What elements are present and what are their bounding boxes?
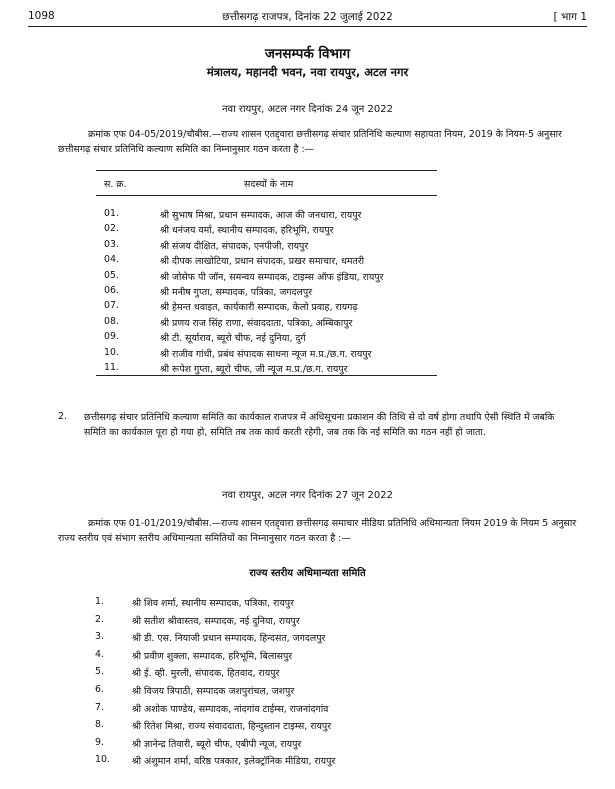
member-name: श्री धनंजय वर्मा, स्थानीय सम्पादक, हरिभूमि, रायपुर bbox=[160, 225, 334, 237]
serial-number: 06. bbox=[104, 285, 119, 296]
member-name: श्री डी. एस. नियाजी प्रधान सम्पादक, हिन्दसत, जगदलपुर bbox=[132, 633, 326, 645]
member-name: श्री प्रवीण शुक्ला, सम्पादक, हरिभूमि, बिलासपुर bbox=[132, 650, 293, 662]
member-name: श्री मनीष गुप्ता, सम्पादक, पत्रिका, जगदलपुर bbox=[160, 287, 313, 298]
member-name: श्री सतीश श्रीवास्तव, सम्पादक, नई दुनिया, रायपुर bbox=[132, 615, 300, 627]
para2-number: 2. bbox=[58, 411, 67, 422]
member-name: श्री रूपेश गुप्ता, ब्यूरो चीफ, जी न्यूज म.प्र./छ.ग. रायपुर bbox=[160, 364, 348, 375]
department-address: मंत्रालय, महानदी भवन, नवा रायपुर, अटल नगर bbox=[206, 65, 409, 79]
list-item bbox=[0, 614, 615, 629]
list-item bbox=[0, 285, 615, 300]
column-header-serial: स. क्र. bbox=[104, 179, 127, 190]
member-name: श्री विजय त्रिपाठी, सम्पादक जशपुरांचल, जशपुर bbox=[132, 686, 295, 697]
list-item bbox=[0, 719, 615, 734]
member-name: श्री शिव शर्मा, स्थानीय सम्पादक, पत्रिका, रायपुर bbox=[132, 598, 294, 609]
member-name: श्री रितेश मिश्रा, राज्य संवाददाता, हिन्दुस्तान टाइम्स, रायपुर bbox=[132, 721, 332, 733]
member-name: श्री हेमन्त थवाइत, कार्यकारी सम्पादक, केलो प्रवाह, रायगढ़ bbox=[160, 302, 358, 314]
serial-number: 3. bbox=[95, 631, 104, 643]
list-item bbox=[0, 649, 615, 664]
page-number: 1098 bbox=[28, 10, 55, 22]
member-name: श्री जोसेफ पी जॉन, समन्वय सम्पादक, टाइम्स ऑफ इंडिया, रायपुर bbox=[160, 271, 384, 283]
department-title: जनसम्पर्क विभाग bbox=[264, 46, 351, 62]
order1-date: नवा रायपुर, अटल नगर दिनांक 24 जून 2022 bbox=[222, 104, 393, 115]
member-name: श्री टी. सूर्याराव, ब्यूरो चीफ, नई दुनिया, दुर्ग bbox=[160, 333, 306, 345]
header-divider bbox=[28, 26, 587, 27]
serial-number: 7. bbox=[95, 701, 104, 713]
member-name: श्री संजय दीक्षित, संपादक, एनपीजी, रायपुर bbox=[160, 240, 309, 252]
serial-number: 10. bbox=[104, 346, 119, 358]
order2-date: नवा रायपुर, अटल नगर दिनांक 27 जून 2022 bbox=[222, 490, 393, 501]
list-item bbox=[0, 254, 615, 269]
list-item bbox=[0, 596, 615, 611]
list-item bbox=[0, 239, 615, 254]
member-name: श्री ज्ञानेन्द्र तिवारी, ब्यूरो चीफ, एबीपी न्यूज, रायपुर bbox=[132, 738, 302, 750]
para2-text: छत्तीसगढ़ संचार प्रतिनिधि कल्याण समिति का कार्यकाल राजपत्र में अधिसूचना प्रकाशन की तिथि से दो वर्ष होगा तथापि ऐसी स्थिति में जबकि समिति का कार्यकाल पूरा हो गया हो, समिति तब तक कार्य करती रहेगी, जब तक कि नई समिति का गठन नहीं हो जाता. bbox=[84, 412, 555, 438]
table-top-rule bbox=[96, 170, 437, 171]
member-name: श्री अंशुमान शर्मा, वरिष्ठ पत्रकार, इलेक्ट्रॉनिक मीडिया, रायपुर bbox=[132, 756, 336, 768]
part-label: [ भाग 1 bbox=[553, 11, 587, 23]
serial-number: 05. bbox=[104, 269, 119, 281]
list-item bbox=[0, 223, 615, 238]
serial-number: 10. bbox=[95, 754, 110, 766]
list-item bbox=[0, 300, 615, 315]
serial-number: 01. bbox=[104, 208, 119, 219]
serial-number: 4. bbox=[95, 648, 104, 660]
member-name: श्री सुभाष मिश्रा, प्रधान सम्पादक, आज की जनधारा, रायपुर bbox=[160, 210, 362, 221]
serial-number: 8. bbox=[95, 719, 104, 731]
serial-number: 03. bbox=[104, 238, 119, 250]
serial-number: 6. bbox=[95, 684, 104, 695]
serial-number: 02. bbox=[104, 223, 119, 235]
list-item bbox=[0, 631, 615, 646]
list-item bbox=[0, 347, 615, 362]
list-item bbox=[0, 270, 615, 285]
table-bottom-rule bbox=[96, 375, 437, 376]
list-item bbox=[0, 754, 615, 769]
list-item bbox=[0, 684, 615, 699]
serial-number: 07. bbox=[104, 300, 119, 312]
member-name: श्री अशोक पाण्डेय, सम्पादक, नांदगांव टाईम्स, राजनांदगांव bbox=[132, 703, 329, 715]
member-name: श्री दीपक लाखोटिया, प्रधान संपादक, प्रखर समाचार, धमतरी bbox=[160, 256, 365, 268]
member-name: श्री प्रणय राज सिंह राणा, संवाददाता, पत्रिका, अम्बिकापुर bbox=[160, 317, 353, 329]
list-item bbox=[0, 331, 615, 346]
page-header bbox=[28, 8, 587, 28]
serial-number: 04. bbox=[104, 254, 119, 266]
member-name: श्री राजीव गांधी, प्रबंध संपादक साधना न्यूज म.प्र./छ.ग. रायपुर bbox=[160, 348, 372, 360]
column-header-name: सदस्यों के नाम bbox=[244, 179, 294, 190]
serial-number: 11. bbox=[104, 362, 119, 373]
serial-number: 09. bbox=[104, 331, 119, 343]
list-item bbox=[0, 208, 615, 223]
list-item bbox=[0, 316, 615, 331]
serial-number: 08. bbox=[104, 315, 119, 327]
serial-number: 5. bbox=[95, 666, 104, 678]
committee-caption: राज्य स्तरीय अधिमान्यता समिति bbox=[249, 568, 366, 579]
order2-text: क्रमांक एफ 01-01/2019/चौबीस.—राज्य शासन एतद्द्वारा छत्तीसगढ़ समाचार मीडिया प्रतिनिधि अधिमान्यता नियम 2019 के नियम 5 अनुसार राज्य स्तरीय एवं संभाग स्तरीय अधिमान्यता समितियों का निम्नानुसार गठन करता है :— bbox=[58, 518, 577, 544]
serial-number: 2. bbox=[95, 613, 104, 625]
gazette-title: छत्तीसगढ़ राजपत्र, दिनांक 22 जुलाई 2022 bbox=[222, 11, 393, 23]
list-item bbox=[0, 737, 615, 752]
list-item bbox=[0, 702, 615, 717]
member-name: श्री ई. व्ही. मुरली, संपादक, हितवाद, रायपुर bbox=[132, 668, 280, 680]
list-item bbox=[0, 666, 615, 681]
table-header-rule bbox=[96, 195, 437, 196]
serial-number: 9. bbox=[95, 736, 104, 748]
order1-text: क्रमांक एफ 04-05/2019/चौबीस.—राज्य शासन एतद्द्वारा छत्तीसगढ़ संचार प्रतिनिधि कल्याण सहायता नियम, 2019 के नियम-5 अनुसार छत्तीसगढ़ संचार प्रतिनिधि कल्याण समिति का निम्नानुसार गठन करता है :— bbox=[58, 129, 562, 155]
serial-number: 1. bbox=[95, 596, 104, 607]
